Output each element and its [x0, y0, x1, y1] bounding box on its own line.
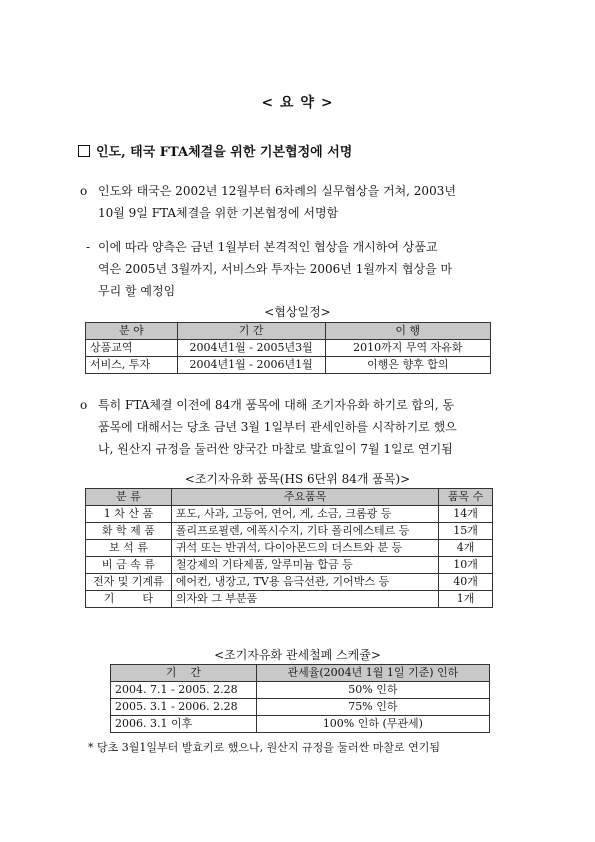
table-cell: 2004. 7.1 - 2005. 2.28 — [111, 682, 257, 699]
table-cell: 에어컨, 냉장고, TV용 음극선관, 기어박스 등 — [171, 574, 438, 591]
table-row — [86, 506, 493, 523]
para2-line3: 무리 할 예정임 — [98, 284, 176, 298]
table-cell: 포도, 사과, 고등어, 연어, 게, 소금, 크롬광 등 — [171, 506, 438, 523]
para1-line1: 인도와 태국은 2002년 12월부터 6차례의 실무협상을 거쳐, 2003년 — [98, 184, 456, 198]
tariff-elimination-schedule-table — [110, 664, 490, 733]
table-header-row — [86, 323, 491, 340]
table-cell: 의자와 그 부분품 — [171, 591, 438, 608]
table-header-cell: 이 행 — [325, 323, 490, 340]
table-row — [111, 699, 490, 716]
table-cell: 1개 — [439, 591, 493, 608]
table-cell: 2005. 3.1 - 2006. 2.28 — [111, 699, 257, 716]
table2-caption: <조기자유화 품목(HS 6단위 84개 품목)> — [184, 472, 411, 486]
table-cell: 50% 인하 — [256, 682, 489, 699]
table-cell: 2006. 3.1 이후 — [111, 716, 257, 733]
table-cell: 1 차 산 품 — [86, 506, 172, 523]
table-cell: 2004년1월 - 2005년3월 — [177, 340, 325, 357]
table-cell: 4개 — [439, 540, 493, 557]
table-cell: 보 석 류 — [86, 540, 172, 557]
bullet-mark: o — [80, 398, 88, 412]
table-cell: 2004년1월 - 2006년1월 — [177, 357, 325, 374]
table-cell: 귀석 또는 반귀석, 다이아몬드의 더스트와 분 등 — [171, 540, 438, 557]
table-header-cell: 분 야 — [86, 323, 178, 340]
section-heading-text: 인도, 태국 FTA체결을 위한 기본협정에 서명 — [96, 145, 353, 160]
table-header-cell: 분 류 — [86, 489, 172, 506]
table-cell: 40개 — [439, 574, 493, 591]
table-row — [86, 357, 491, 374]
table-header-cell: 기 간 — [177, 323, 325, 340]
section-heading — [78, 141, 352, 160]
table-cell: 14개 — [439, 506, 493, 523]
table-row — [86, 574, 493, 591]
table-row — [111, 716, 490, 733]
checkbox-square-icon — [78, 145, 90, 157]
early-liberalization-items-table — [85, 488, 493, 608]
table-row — [86, 340, 491, 357]
table-header-row — [111, 665, 490, 682]
table-cell: 이행은 향후 합의 — [325, 357, 490, 374]
para2-line1: 이에 따라 양측은 금년 1월부터 본격적인 협상을 개시하여 상품교 — [98, 240, 438, 254]
para3-line1: 특히 FTA체결 이전에 84개 품목에 대해 조기자유화 하기로 합의, 동 — [98, 398, 454, 412]
table-cell: 화 학 제 품 — [86, 523, 172, 540]
table1-caption: <협상일정> — [264, 305, 331, 319]
table-header-row — [86, 489, 493, 506]
negotiation-schedule-table — [85, 322, 491, 374]
para3-line3: 나, 원산지 규정을 둘러싼 양국간 마찰로 발효일이 7월 1일로 연기됨 — [98, 442, 453, 456]
dash-mark: - — [86, 240, 91, 254]
footnote: * 당초 3월1일부터 발효키로 했으나, 원산지 규정을 둘러싼 마찰로 연기됨 — [88, 741, 440, 754]
table-row — [86, 523, 493, 540]
table-header-cell: 기 간 — [111, 665, 257, 682]
table-header-cell: 주요품목 — [171, 489, 438, 506]
table-cell: 철강제의 기타제품, 알루미늄 합금 등 — [171, 557, 438, 574]
table-cell: 폴리프로필렌, 에폭시수지, 기타 폴리에스테르 등 — [171, 523, 438, 540]
table-cell: 2010까지 무역 자유화 — [325, 340, 490, 357]
table-cell: 100% 인하 (무관세) — [256, 716, 489, 733]
para2-line2: 역은 2005년 3월까지, 서비스와 투자는 2006년 1월까지 협상을 마 — [98, 262, 453, 276]
table-row — [86, 591, 493, 608]
table-row — [86, 557, 493, 574]
para1-line2: 10월 9일 FTA체결을 위한 기본협정에 서명함 — [98, 206, 339, 220]
table-cell: 상품교역 — [86, 340, 178, 357]
table-row — [86, 540, 493, 557]
table-header-cell: 품목 수 — [439, 489, 493, 506]
table-cell: 75% 인하 — [256, 699, 489, 716]
table-cell: 10개 — [439, 557, 493, 574]
table-cell: 비 금 속 류 — [86, 557, 172, 574]
table3-caption: <조기자유화 관세철폐 스케쥴> — [214, 648, 381, 662]
table-header-cell: 관세율(2004년 1월 1일 기준) 인하 — [256, 665, 489, 682]
table-cell: 전자 및 기계류 — [86, 574, 172, 591]
table-cell: 서비스, 투자 — [86, 357, 178, 374]
page-title: < 요 약 > — [261, 95, 334, 111]
para3-line2: 품목에 대해서는 당초 금년 3월 1일부터 관세인하를 시작하기로 했으 — [98, 420, 457, 434]
table-cell: 기 타 — [86, 591, 172, 608]
table-cell: 15개 — [439, 523, 493, 540]
table-row — [111, 682, 490, 699]
bullet-mark: o — [80, 184, 88, 198]
